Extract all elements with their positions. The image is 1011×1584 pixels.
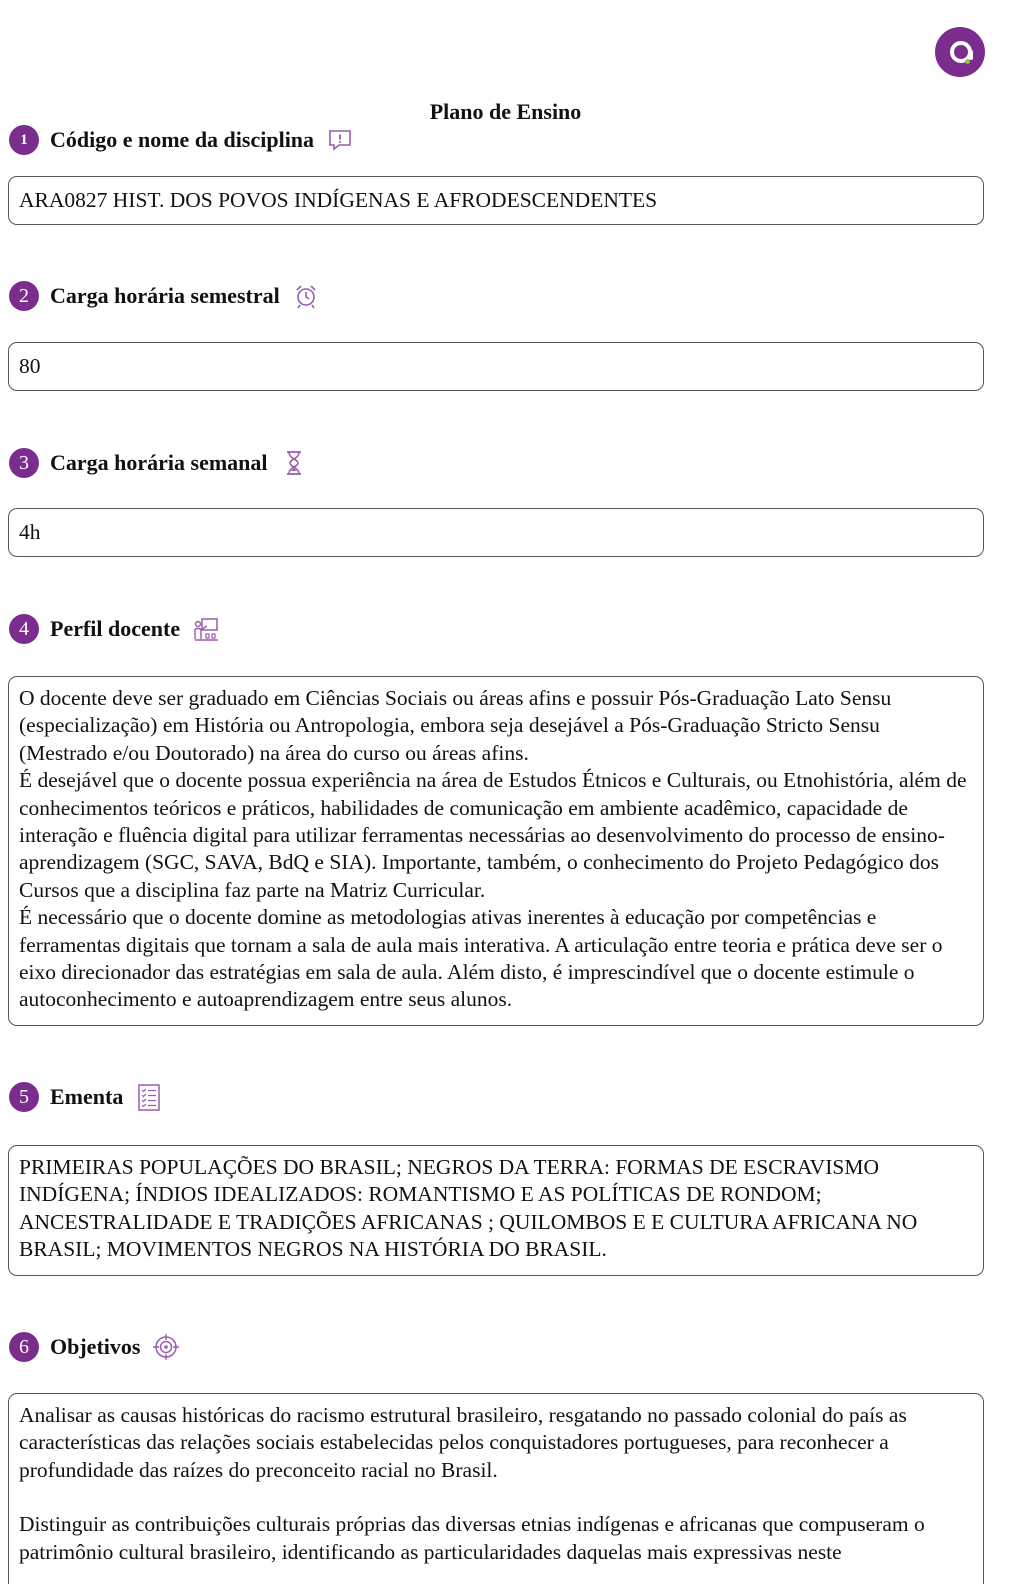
section-number-badge: 4 <box>9 614 39 644</box>
weekly-hours-field <box>8 508 984 557</box>
section-label: Carga horária semanal <box>50 450 268 475</box>
checklist-icon <box>135 1083 163 1111</box>
section-1-header <box>9 124 354 156</box>
section-number-badge: 3 <box>9 448 39 478</box>
comment-alert-icon <box>326 126 354 154</box>
discipline-code-name-field <box>8 176 984 225</box>
teacher-profile-field <box>8 676 984 1026</box>
objective-paragraph: Analisar as causas históricas do racismo estrutural brasileiro, resgatando no passado colonial do país as características das relações sociais estabelecidas pelos conquistadores portugueses, para reconhecer a profundidade das raízes do preconceito racial no Brasil. <box>19 1403 907 1482</box>
page-title: Plano de Ensino <box>429 99 582 124</box>
teacher-profile-paragraph: É necessário que o docente domine as metodologias ativas inerentes à educação por competências e ferramentas digitais que tornam a sala de aula mais interativa. A articulação entre teoria e prática deve ser o eixo direcionador das estratégias em sala de aula. Além disto, é imprescindível que o docente estimule o autoconhecimento e autoaprendizagem entre seus alunos. <box>19 905 943 1012</box>
section-2-header <box>9 280 320 312</box>
discipline-code-name-value: ARA0827 HIST. DOS POVOS INDÍGENAS E AFRODESCENDENTES <box>19 187 658 212</box>
section-5-header <box>9 1081 163 1113</box>
section-number-badge: 6 <box>9 1332 39 1362</box>
logo-dot <box>965 59 970 64</box>
section-label: Carga horária semestral <box>50 283 280 308</box>
semester-hours-value: 80 <box>19 353 41 378</box>
section-6-header <box>9 1331 180 1363</box>
section-label: Objetivos <box>50 1334 141 1359</box>
teacher-profile-paragraph: É desejável que o docente possua experiência na área de Estudos Étnicos e Culturais, ou Etnohistória, além de conhecimentos teóricos e práticos, habilidades de comunicação em ambiente acadêmico, capacidade de interação e fluência digital para utilizar ferramentas necessárias ao desenvolvimento do processo de ensino-aprendizagem (SGC, SAVA, BdQ e SIA). Importante, também, o conhecimento do Projeto Pedagógico dos Cursos que a disciplina faz parte na Matriz Curricular. <box>19 768 967 902</box>
objective-paragraph: Distinguir as contribuições culturais próprias das diversas etnias indígenas e africanas que compuseram o patrimônio cultural brasileiro, identificando as particularidades daquelas mais expressivas neste <box>19 1512 925 1564</box>
paragraph-gap <box>19 1484 973 1511</box>
section-number-badge: 1 <box>9 125 39 155</box>
teacher-board-icon <box>192 615 220 643</box>
syllabus-field <box>8 1145 984 1276</box>
section-4-header <box>9 613 220 645</box>
section-3-header <box>9 447 308 479</box>
hourglass-icon <box>280 449 308 477</box>
section-label: Perfil docente <box>50 616 181 641</box>
alarm-clock-icon <box>292 282 320 310</box>
semester-hours-field <box>8 342 984 391</box>
section-number-badge: 2 <box>9 281 39 311</box>
section-number-badge: 5 <box>9 1082 39 1112</box>
section-label: Ementa <box>50 1084 124 1109</box>
syllabus-text: PRIMEIRAS POPULAÇÕES DO BRASIL; NEGROS DA TERRA: FORMAS DE ESCRAVISMO INDÍGENA; ÍNDIOS IDEALIZADOS: ROMANTISMO E AS POLÍTICAS DE RONDOM; ANCESTRALIDADE E TRADIÇÕES AFRICANAS ; QUILOMBOS E E CULTURA AFRICANA NO BRASIL; MOVIMENTOS NEGROS NA HISTÓRIA DO BRASIL. <box>19 1155 918 1262</box>
teacher-profile-paragraph: O docente deve ser graduado em Ciências Sociais ou áreas afins e possuir Pós-Graduação Lato Sensu (especialização) em História ou Antropologia, embora seja desejável a Pós-Graduação Stricto Sensu (Mestrado e/ou Doutorado) na área do curso ou áreas afins. <box>19 686 892 765</box>
target-icon <box>152 1333 180 1361</box>
weekly-hours-value: 4h <box>19 519 41 544</box>
section-label: Código e nome da disciplina <box>50 127 315 152</box>
brand-logo-icon <box>935 27 985 77</box>
objectives-field <box>8 1393 984 1584</box>
